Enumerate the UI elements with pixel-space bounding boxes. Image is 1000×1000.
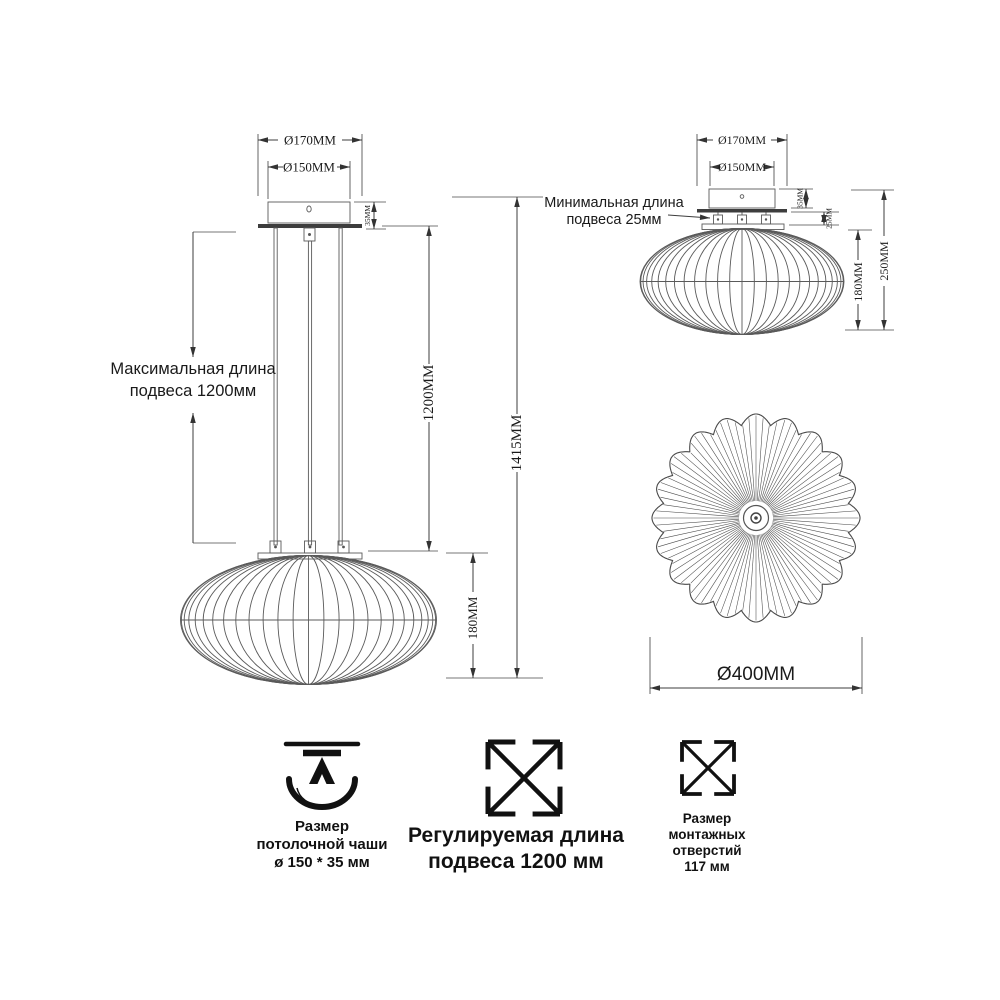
ceiling-cup-label-line3: ø 150 * 35 мм xyxy=(274,854,370,871)
adjustable-label-line2: подвеса 1200 мм xyxy=(428,850,604,873)
ceiling-cup-label-line1: Размер xyxy=(294,818,350,835)
mounting-holes-icon xyxy=(682,742,734,794)
suspension-rods xyxy=(258,228,362,559)
dim-canopy-height: 35MM xyxy=(363,205,372,226)
dim-shade-height: 180MM xyxy=(465,596,480,640)
left-pendant-view xyxy=(110,133,543,685)
left-view-dimensions xyxy=(110,133,543,679)
ribbed-shade-side-view xyxy=(181,556,437,685)
ceiling-canopy xyxy=(258,202,362,228)
dim-gap: 25MM xyxy=(824,208,834,229)
ceiling-cup-icon xyxy=(286,744,358,807)
mounting-label-line3: отверстий xyxy=(672,843,742,858)
dim-inner-diameter-right: Ø150MM xyxy=(717,160,767,174)
dim-shade-diameter: Ø400MM xyxy=(716,664,796,685)
ribbed-shade-side-view-min xyxy=(640,229,844,335)
legend xyxy=(256,742,746,874)
dim-outer-diameter-right: Ø170MM xyxy=(717,133,767,147)
dim-total-height: 1415MM xyxy=(509,414,525,472)
max-length-label-line1: Максимальная длина xyxy=(110,360,276,378)
ribbed-shade-top-view xyxy=(652,414,860,622)
min-length-label-line1: Минимальная длина xyxy=(544,195,684,211)
adjustable-label-line1: Регулируемая длина xyxy=(408,824,624,847)
ceiling-canopy-right xyxy=(697,189,787,230)
min-length-label-line2: подвеса 25мм xyxy=(566,212,662,228)
dim-inner-diameter: Ø150MM xyxy=(282,159,336,175)
top-view xyxy=(650,414,862,694)
dim-canopy-height-right: 35MM xyxy=(795,188,805,209)
mounting-label-line2: монтажных xyxy=(668,827,746,842)
mounting-label-line1: Размер xyxy=(682,811,732,826)
max-length-label-line2: подвеса 1200мм xyxy=(129,382,257,400)
adjustable-size-icon xyxy=(488,742,560,814)
dim-shade-height-right: 180MM xyxy=(851,262,865,302)
dim-outer-diameter: Ø170MM xyxy=(283,132,337,148)
mounting-label-line4: 117 мм xyxy=(684,859,730,874)
dim-total-height-right: 250MM xyxy=(877,241,891,281)
canopy-plate xyxy=(258,224,362,228)
ceiling-cup-label-line2: потолочной чаши xyxy=(256,836,388,853)
right-min-suspension-view xyxy=(544,133,894,335)
dim-suspension-length: 1200MM xyxy=(421,364,437,422)
top-view-dimension xyxy=(650,637,862,694)
